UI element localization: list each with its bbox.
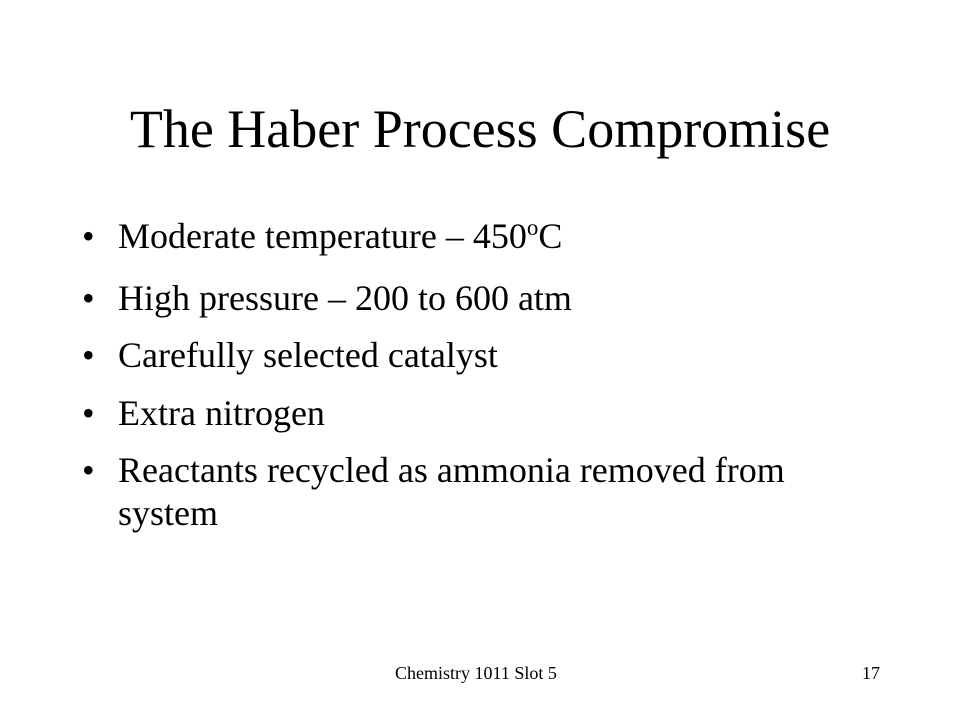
bullet-item bbox=[82, 449, 842, 535]
bullet-dot-icon: • bbox=[82, 216, 95, 256]
slide-footer: Chemistry 1011 Slot 5 bbox=[395, 663, 557, 683]
slide-title: The Haber Process Compromise bbox=[129, 99, 831, 159]
bullet-text: Moderate temperature – 450 bbox=[118, 216, 527, 256]
page-number: 17 bbox=[862, 663, 880, 683]
bullet-text: High pressure – 200 to 600 atm bbox=[118, 277, 572, 318]
bullet-item bbox=[82, 392, 842, 435]
temperature-unit: C bbox=[538, 216, 563, 256]
bullet-text: Extra nitrogen bbox=[118, 392, 325, 433]
bullet-dot-icon: • bbox=[82, 450, 95, 490]
bullet-dot-icon: • bbox=[82, 277, 95, 318]
bullet-item bbox=[82, 334, 842, 377]
bullet-item bbox=[82, 277, 842, 320]
bullet-dot-icon: • bbox=[82, 392, 95, 433]
bullet-dot-icon: • bbox=[82, 335, 95, 375]
bullet-list bbox=[82, 215, 842, 550]
bullet-text: Reactants recycled as ammonia removed from system bbox=[118, 450, 785, 533]
degree-superscript: o bbox=[526, 215, 539, 240]
bullet-text: Carefully selected catalyst bbox=[118, 335, 498, 375]
bullet-item bbox=[82, 215, 842, 262]
